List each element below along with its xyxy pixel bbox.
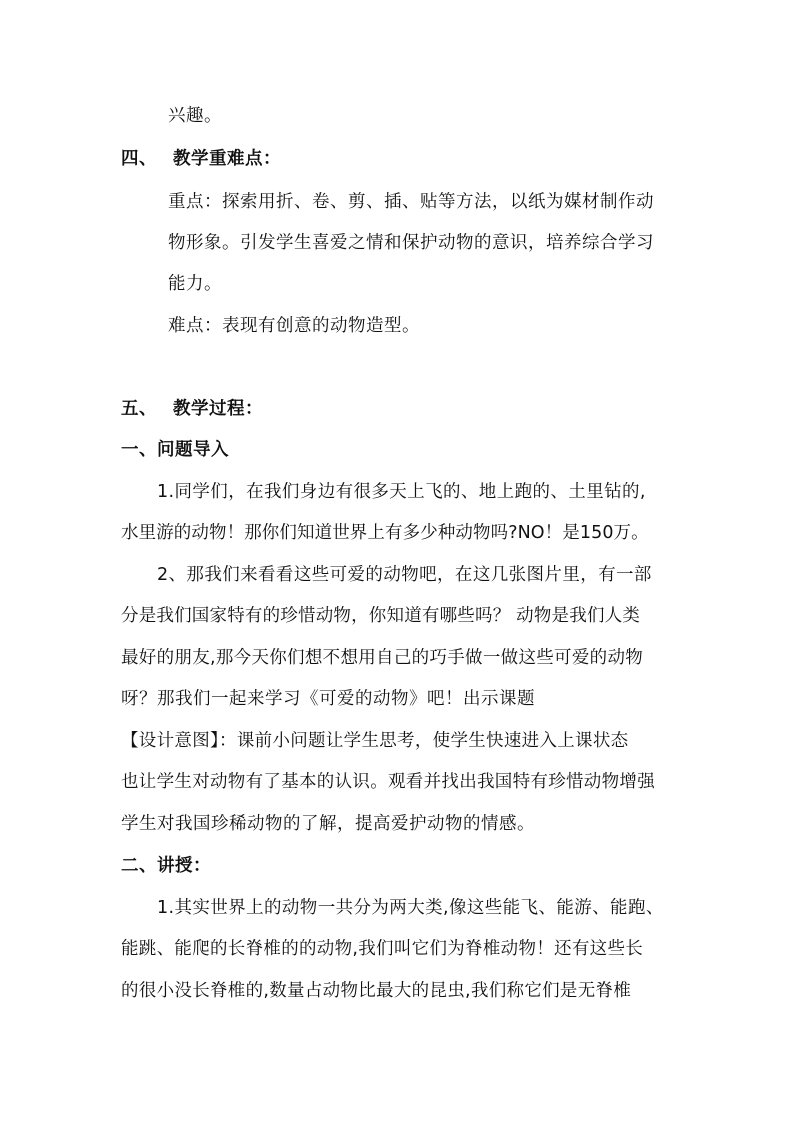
text-line: 学生对我国珍稀动物的了解，提高爱护动物的情感。 — [121, 814, 535, 834]
text-line: 难点：表现有创意的动物造型。 — [168, 316, 420, 336]
section-four-heading — [121, 147, 281, 171]
text-line: 水里游的动物！那你们知道世界上有多少种动物吗?NO！是150万。 — [121, 523, 649, 543]
section-title: 教学过程： — [173, 399, 263, 419]
text-line: 的很小没长脊椎的,数量占动物比最大的昆虫,我们称它们是无脊椎 — [121, 981, 632, 1001]
design-intent-line: 【设计意图】：课前小问题让学生思考，使学生快速进入上课状态 — [121, 731, 629, 751]
text-line: 物形象。引发学生喜爱之情和保护动物的意识，培养综合学习 — [168, 233, 654, 253]
text-line: 1.其实世界上的动物一共分为两大类,像这些能飞、能游、能跑、 — [157, 898, 664, 918]
section-five-heading — [121, 397, 263, 421]
text-line: 能力。 — [168, 274, 222, 294]
part-one-heading: 一、问题导入 — [121, 440, 229, 460]
text-line: 1.同学们，在我们身边有很多天上飞的、地上跑的、土里钻的, — [157, 482, 646, 502]
section-number: 五、 — [121, 399, 157, 419]
text-line: 能跳、能爬的长脊椎的的动物,我们叫它们为脊椎动物！还有这些长 — [121, 939, 644, 959]
section-title: 教学重难点： — [173, 149, 281, 169]
text-line: 重点：探索用折、卷、剪、插、贴等方法，以纸为媒材制作动 — [168, 192, 654, 212]
text-line: 分是我们国家特有的珍惜动物，你知道有哪些吗？ 动物是我们人类 — [121, 606, 641, 626]
part-two-heading: 二、讲授： — [121, 856, 211, 876]
text-line: 兴趣。 — [168, 106, 222, 126]
text-line: 呀？那我们一起来学习《可爱的动物》吧！出示课题 — [121, 689, 535, 709]
text-line: 最好的朋友,那今天你们想不想用自己的巧手做一做这些可爱的动物 — [121, 648, 644, 668]
text-line: 2、那我们来看看这些可爱的动物吧，在这几张图片里，有一部 — [157, 565, 652, 585]
text-line: 也让学生对动物有了基本的认识。观看并找出我国特有珍惜动物增强 — [121, 772, 655, 792]
section-number: 四、 — [121, 149, 157, 169]
